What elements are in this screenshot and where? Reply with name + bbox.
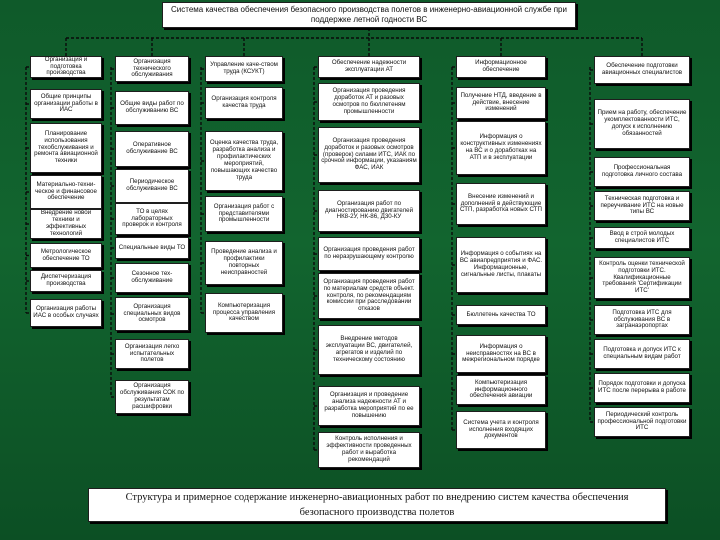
column-item: Оперативное обслуживание ВС — [115, 131, 189, 167]
column-item: Организация проведения доработок и разовых осмотров (проверок) силами ИТС, ИАК по срочной информации, указаниям ФАС, ИАК — [318, 127, 420, 183]
column-item: Получение НТД, введение в действие, внесение изменений — [456, 87, 546, 119]
column-item: Организация работ по диагностированию двигателей НК8-2У, НК-86, Д30-КУ — [318, 190, 420, 232]
column-item: Информация о конструктивных изменениях на ВС и о доработках на АТП и в эксплуатации — [456, 121, 546, 175]
column-item: Организация проведения работ по материалам средств объект. контроля, по рекомендациям комиссии при расследовании отказов — [318, 273, 420, 319]
diagram-caption: Структура и примерное содержание инженерно-авиационных работ по внедрению систем качества обеспечения безопасного производства полетов — [88, 488, 666, 522]
column-item: Компьютеризация информационного обеспечения авиации — [456, 375, 546, 405]
column-item: Планирование использования техобслуживания и ремонта авиационной техники — [30, 123, 102, 173]
column-item: Подготовка ИТС для обслуживания ВС в загранаэропортах — [594, 305, 690, 335]
column-item: Периодическое обслуживание ВС — [115, 169, 189, 203]
column-item: Организация и проведение анализа надежности АТ и разработка мероприятий по ее повышению — [318, 386, 420, 426]
column-item: Общие принципы организации работы в ИАС — [30, 89, 102, 119]
column-item: Организация проведения доработок АТ и разовых осмотров по бюллетеням промышленности — [318, 83, 420, 121]
column-item: Оценка качества труда, разработка анализа и профилактических мероприятий, повышающих качество труда — [205, 131, 283, 191]
column-item: ТО в целях лабораторных проверок и контроля — [115, 203, 189, 235]
column-item: Бюллетень качества ТО — [456, 305, 546, 325]
column-item: Система учета и контроля исполнения входящих документов — [456, 411, 546, 449]
column-item: Проведение анализа и профилактики повторных неисправностей — [205, 241, 283, 285]
column-item: Техническая подготовка и переучивание ИТС на новые типы ВС — [594, 191, 690, 221]
column-item: Информация о неисправностях на ВС в межрегиональном порядке — [456, 335, 546, 373]
diagram-title: Система качества обеспечения безопасного производства полетов в инженерно-авиационной службе при поддержке летной годности ВС — [162, 2, 576, 28]
column-header: Организация технического обслуживания — [115, 56, 189, 82]
column-header: Обеспечение надежности эксплуатации АТ — [318, 56, 420, 78]
column-item: Профессиональная подготовка личного состава — [594, 157, 690, 187]
column-item: Ввод в строй молодых специалистов ИТС — [594, 227, 690, 249]
column-item: Подготовка и допуск ИТС к специальным видам работ — [594, 339, 690, 369]
column-item: Прием на работу, обеспечение укомплектованности ИТС, допуск к исполнению обязанностей — [594, 99, 690, 149]
column-item: Общие виды работ по обслуживанию ВС — [115, 91, 189, 125]
column-item: Специальные виды ТО — [115, 237, 189, 259]
column-item: Материально-техни-ческое и финансовое обеспечение — [30, 175, 102, 209]
column-item: Контроль исполнения и эффективности проведенных работ и выработка рекомендаций — [318, 432, 420, 468]
column-item: Внесение изменений и дополнений в действующие СТП, разработка новых СТП — [456, 183, 546, 225]
column-item: Организация проведения работ по неразрушающему контролю — [318, 237, 420, 271]
column-header: Организация и подготовка производства — [30, 56, 102, 78]
column-header: Обеспечение подготовки авиационных специалистов — [594, 56, 690, 84]
column-item: Внедрение новой техники и эффективных технологий — [30, 209, 102, 239]
column-header: Управление каче-ством труда (КСУКТ) — [205, 56, 283, 82]
column-item: Организация легко испытательных полетов — [115, 339, 189, 369]
column-item: Организация работ с представителями промышленности — [205, 196, 283, 232]
column-item: Контроль оценки технической подготовки ИТС. Квалификационные требования 'Сертификации ИТС' — [594, 257, 690, 299]
column-item: Организация работы ИАС в особых случаях — [30, 299, 102, 327]
column-item: Внедрение методов эксплуатации ВС, двигателей, агрегатов и изделий по техническому состоянию — [318, 325, 420, 375]
column-item: Информация о событиях на ВС авиапредприятия и ФАС. Информационные, сигнальные листы, плакаты — [456, 237, 546, 293]
column-header: Информационное обеспечение — [456, 56, 546, 78]
column-item: Порядок подготовки и допуска ИТС после перерыва в работе — [594, 373, 690, 403]
column-item: Организация специальных видов осмотров — [115, 297, 189, 331]
column-item: Периодический контроль профессиональной подготовки ИТС — [594, 407, 690, 437]
column-item: Организация контроля качества труда — [205, 87, 283, 119]
column-item: Сезонное тех-обслуживание — [115, 263, 189, 293]
column-item: Компьютеризация процесса управления качеством — [205, 293, 283, 333]
column-item: Диспетчеризация производства — [30, 270, 102, 292]
column-item: Организация обслуживания СОК по результатам расшифровки — [115, 380, 189, 414]
column-item: Метрологическое обеспечение ТО — [30, 243, 102, 268]
